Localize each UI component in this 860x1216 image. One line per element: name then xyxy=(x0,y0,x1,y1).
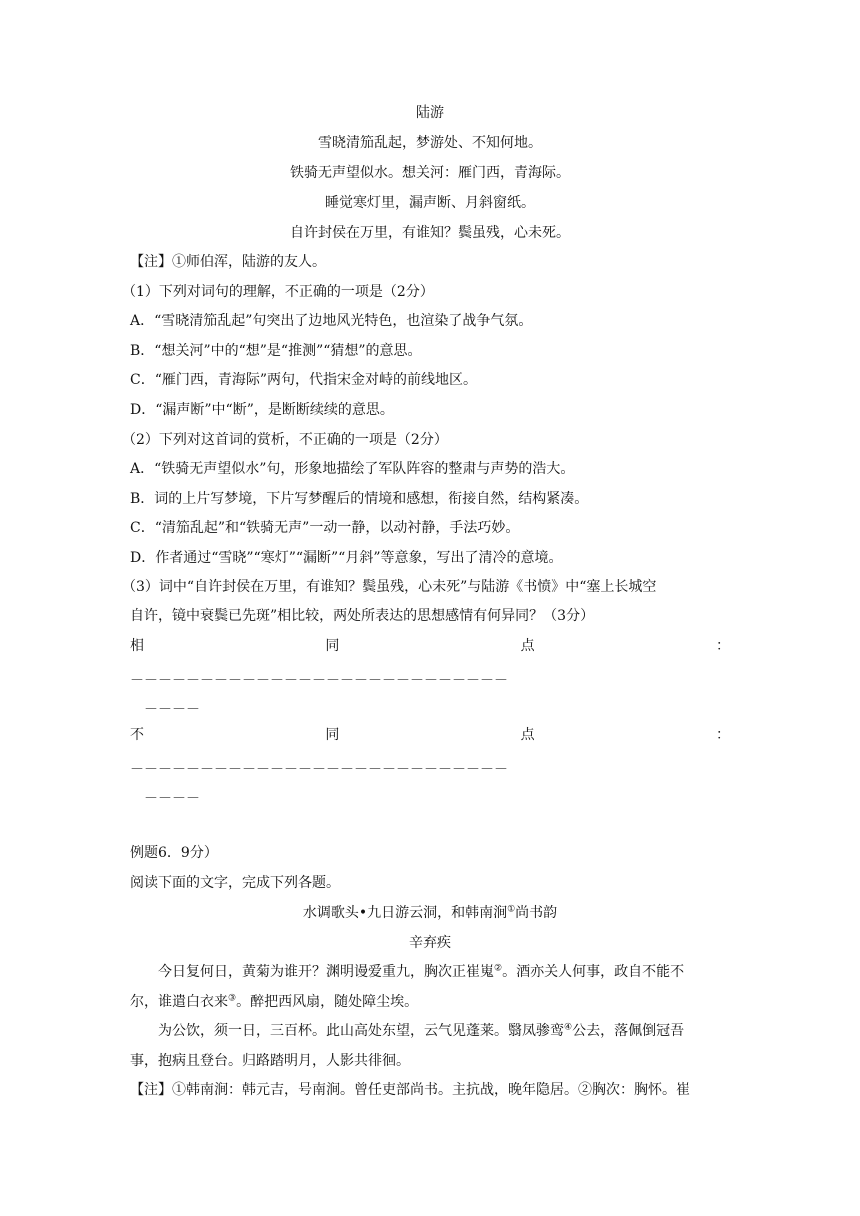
q1-stem: （1）下列对词句的理解，不正确的一项是（2分） xyxy=(122,284,434,300)
poem1-line-1: 雪晓清笳乱起，梦游处、不知何地。 xyxy=(318,135,542,151)
footnote-mark: ① xyxy=(507,904,516,915)
q2-option-a: A．“铁骑无声望似水”句，形象地描绘了军队阵容的整肃与声势的浩大。 xyxy=(130,461,575,477)
poem1-note: 【注】①师伯浑，陆游的友人。 xyxy=(130,254,326,270)
poem2-para-2-line-2: 事，抱病且登台。归路踏明月，人影共徘徊。 xyxy=(130,1053,410,1069)
example-instruction: 阅读下面的文字，完成下列各题。 xyxy=(130,875,340,891)
q1-option-d: D．“漏声断”中“断”，是断断续续的意思。 xyxy=(130,402,394,418)
verse-text: 尔，谁遣白衣来 xyxy=(130,994,228,1010)
q2-stem: （2）下列对这首词的赏析，不正确的一项是（2分） xyxy=(122,432,448,448)
title-text: 尚书韵 xyxy=(515,905,558,921)
verse-text: 。酒亦关人何事，政自不能不 xyxy=(502,964,685,980)
label-char: ： xyxy=(715,638,730,654)
verse-text: 。醉把西风扇，随处障尘埃。 xyxy=(236,994,419,1010)
q3-diff-answer-blank[interactable]: －－－－－－－－－－－－－－－－－－－－－－－－－－－ xyxy=(130,762,508,778)
q3-same-answer-blank-2[interactable]: －－－－ xyxy=(144,702,200,718)
poem2-para-1-line-1 xyxy=(158,962,684,982)
poem1-line-4: 自许封侯在万里，有谁知？鬓虽残，心未死。 xyxy=(290,225,570,241)
poem1-author: 陆游 xyxy=(416,105,444,121)
verse-text: 为公饮，须一日，三百杯。此山高处东望，云气见蓬莱。翳凤骖鸾 xyxy=(158,1023,564,1039)
q1-option-b: B．“想关河”中的“想”是“推测”“猜想”的意思。 xyxy=(130,343,422,359)
q2-option-c: C．“清笳乱起”和“铁骑无声”一动一静，以动衬静，手法巧妙。 xyxy=(130,520,520,536)
label-char: 不 xyxy=(130,727,144,743)
poem1-line-3: 睡觉寒灯里，漏声断、月斜窗纸。 xyxy=(325,195,535,211)
footnote-mark: ④ xyxy=(564,1022,573,1033)
footnote-mark: ③ xyxy=(228,993,237,1004)
label-char: 同 xyxy=(325,727,340,743)
verse-text: 今日复何日，黄菊为谁开？渊明谩爱重九，胸次正崔嵬 xyxy=(158,964,494,980)
poem2-author: 辛弃疾 xyxy=(409,935,451,951)
poem2-note: 【注】①韩南涧：韩元吉，号南涧。曾任吏部尚书。主抗战，晚年隐居。②胸次：胸怀。崔 xyxy=(130,1082,690,1098)
q1-option-c: C．“雁门西，青海际”两句，代指宋金对峙的前线地区。 xyxy=(130,372,478,388)
q2-option-b: B．词的上片写梦境，下片写梦醒后的情境和感想，衔接自然，结构紧凑。 xyxy=(130,491,589,507)
title-text: 水调歌头•九日游云洞，和韩南涧 xyxy=(302,905,508,921)
poem2-para-1-line-2 xyxy=(130,992,418,1012)
poem1-line-2: 铁骑无声望似水。想关河：雁门西，青海际。 xyxy=(290,165,570,181)
label-char: 同 xyxy=(325,638,340,654)
poem2-title xyxy=(0,903,860,923)
q3-stem-line-1: （3）词中“自许封侯在万里，有谁知？鬓虽残，心未死”与陆游《书愤》中“塞上长城空 xyxy=(122,579,657,595)
example-heading: 例题6．9分） xyxy=(130,845,218,861)
q3-same-label xyxy=(130,636,730,656)
label-char: 点 xyxy=(520,727,535,743)
q3-stem-line-2: 自许，镜中衰鬓已先斑”相比较，两处所表达的思想感情有何异同？（3分） xyxy=(130,608,595,624)
poem2-para-2-line-1 xyxy=(158,1021,684,1041)
q3-same-answer-blank[interactable]: －－－－－－－－－－－－－－－－－－－－－－－－－－－ xyxy=(130,673,508,689)
verse-text: 公去，落佩倒冠吾 xyxy=(572,1023,685,1039)
q3-diff-label xyxy=(130,725,730,745)
q1-option-a: A．“雪晓清笳乱起”句突出了边地风光特色，也渲染了战争气氛。 xyxy=(130,313,533,329)
q2-option-d: D．作者通过“雪晓”“寒灯”“漏断”“月斜”等意象，写出了清冷的意境。 xyxy=(130,550,563,566)
label-char: ： xyxy=(715,727,730,743)
label-char: 相 xyxy=(130,638,144,654)
label-char: 点 xyxy=(520,638,535,654)
q3-diff-answer-blank-2[interactable]: －－－－ xyxy=(144,791,200,807)
footnote-mark: ② xyxy=(494,963,503,974)
